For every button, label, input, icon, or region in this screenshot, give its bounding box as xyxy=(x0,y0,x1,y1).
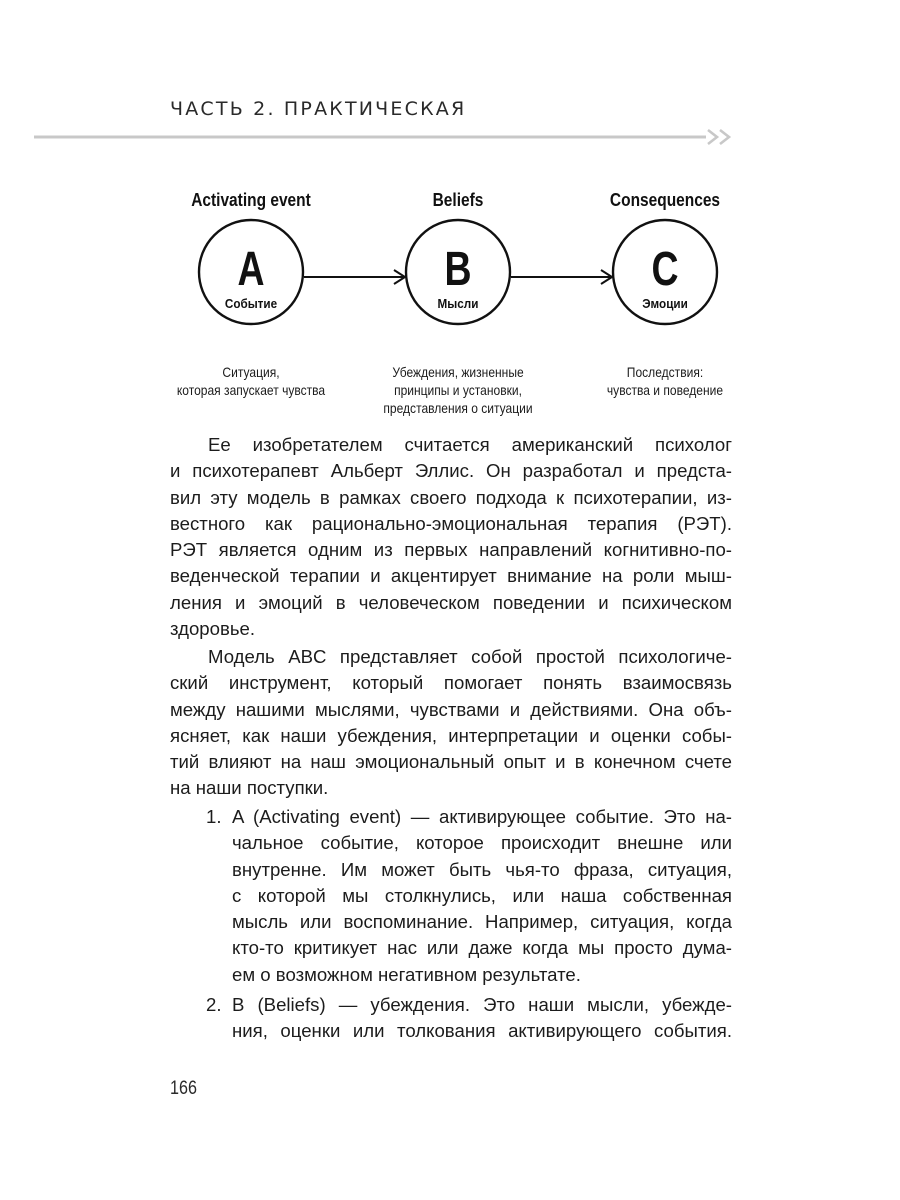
paragraph-line: ления и эмоций в человеческом поведении и психическом xyxy=(170,591,732,613)
node-b-label: Мысли xyxy=(437,296,479,311)
header-rule xyxy=(34,126,734,148)
node-a-letter: A xyxy=(237,243,265,296)
paragraph-line: ский инструмент, который помогает понять взаимосвязь xyxy=(170,672,732,694)
paragraph-line: Модель ABC представляет собой простой психологиче- xyxy=(208,646,732,667)
paragraph-line: здоровье. xyxy=(170,618,256,640)
list-item-line: внутренне. Им может быть чья-то фраза, ситуация, xyxy=(232,858,732,880)
paragraph-line: на наши поступки. xyxy=(170,777,329,799)
node-c-caption: Consequences xyxy=(609,190,721,210)
paragraph-line: веденческой терапии и акцентирует внимание на роли мыш- xyxy=(170,565,732,587)
list-item-line: B (Beliefs) — убеждения. Это наши мысли, убежде- xyxy=(232,994,732,1015)
list-item-line: ем о возможном негативном результате. xyxy=(232,963,581,985)
list-item-line: чальное событие, которое происходит внешне или xyxy=(232,832,732,854)
paragraph-line: тий влияют на наш эмоциональный опыт и в конечном счете xyxy=(170,751,732,773)
list-item-line: кто-то критикует нас или даже когда мы просто дума- xyxy=(232,937,732,959)
paragraph-line: между нашими мыслями, чувствами и действиями. Она объ- xyxy=(170,698,732,720)
list-item-body xyxy=(232,992,732,1045)
list-item-number: 1. xyxy=(206,806,222,827)
list-item-body xyxy=(232,804,732,988)
list-item-line: A (Activating event) — активирующее событие. Это на- xyxy=(232,806,732,827)
paragraph-1 xyxy=(170,432,732,642)
paragraph-line: ясняет, как наши убеждения, интерпретации и оценки собы- xyxy=(170,724,732,746)
abc-diagram xyxy=(160,180,740,430)
page-number: 166 xyxy=(170,1078,197,1099)
list-item-line: с которой мы столкнулись, или наша собственная xyxy=(232,884,732,906)
node-c-description: Последствия: чувства и поведение xyxy=(606,364,724,398)
list-item-2 xyxy=(170,992,732,1045)
list-item-number: 2. xyxy=(206,994,222,1015)
list-item-line: ния, оценки или толкования активирующего события. xyxy=(232,1020,732,1042)
paragraph-line: РЭТ является одним из первых направлений когнитивно-по- xyxy=(170,539,732,561)
node-b-letter: B xyxy=(444,243,472,296)
node-b-caption: Beliefs xyxy=(432,190,484,210)
node-c-letter: C xyxy=(651,243,679,296)
node-b-description: Убеждения, жизненные принципы и установки, представления о ситуации xyxy=(383,364,533,416)
node-c-label: Эмоции xyxy=(642,296,688,311)
list-item-line: мысль или воспоминание. Например, ситуация, когда xyxy=(232,911,732,933)
paragraph-line: вестного как рационально-эмоциональная терапия (РЭТ). xyxy=(170,512,732,534)
paragraph-2 xyxy=(170,644,732,802)
paragraph-line: Ее изобретателем считается американский психолог xyxy=(208,434,732,455)
paragraph-line: и психотерапевт Альберт Эллис. Он разработал и предста- xyxy=(170,460,732,482)
list-item-1 xyxy=(170,804,732,988)
paragraph-line: вил эту модель в рамках своего подхода к психотерапии, из- xyxy=(170,486,732,508)
node-a-label: Событие xyxy=(224,296,278,311)
running-head: ЧАСТЬ 2. ПРАКТИЧЕСКАЯ xyxy=(170,98,467,120)
node-a-caption: Activating event xyxy=(191,190,311,210)
double-chevron-right-icon xyxy=(708,130,717,144)
node-a-description: Ситуация, которая запускает чувства xyxy=(176,364,326,398)
